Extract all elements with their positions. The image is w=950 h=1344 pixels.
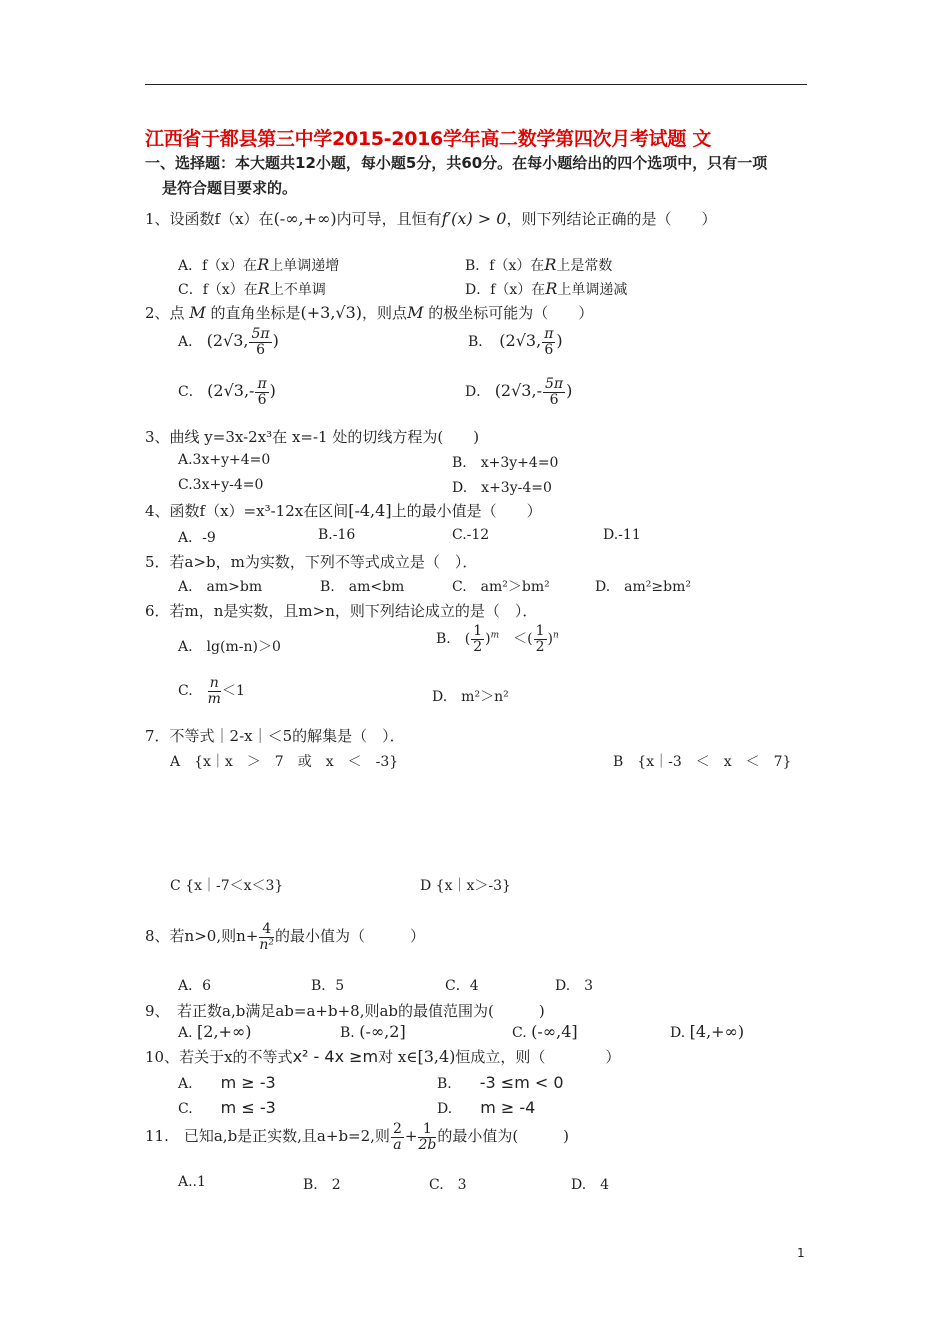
q2-option-a: A． (2√3, $\frac{5\pi}{6}$ ) <box>178 326 279 358</box>
q3-option-a: A.3x+y+4=0 <box>178 452 271 468</box>
q10-option-d: D. m ≥ -4 <box>437 1098 536 1117</box>
question-5: 5．若a>b，m为实数，下列不等式成立是（ ）． <box>145 553 478 571</box>
q11-option-a: A..1 <box>178 1174 206 1190</box>
question-3: 3、曲线 y=3x-2x³在 x=-1 处的切线方程为( ) <box>145 428 480 446</box>
q1-option-b: B．f（x）在R上是常数 <box>465 255 613 274</box>
question-6: 6．若m，n是实数，且m>n，则下列结论成立的是（ ）． <box>145 602 538 620</box>
q6-option-b: B. ( $\frac{1}{2}$ )$^m$ ＜( $\frac{1}{2}$ )$^n$ <box>436 623 559 655</box>
page-number: 1 <box>797 1246 805 1260</box>
q10-option-c: C. m ≤ -3 <box>178 1098 276 1117</box>
q9-option-b: B. (-∞,2] <box>340 1022 406 1041</box>
question-2: 2、点 M 的直角坐标是(+3,√3)，则点M 的极坐标可能为（ ） <box>145 303 594 322</box>
q10-option-a: A. m ≥ -3 <box>178 1073 276 1092</box>
q3-option-b: B. x+3y+4=0 <box>452 455 559 471</box>
q2-option-c: C． (2√3,- $\frac{\pi}{6}$ ) <box>178 376 276 408</box>
question-10: 10、若关于x的不等式x² - 4x ≥m对 x∈[3,4)恒成立，则（ ） <box>145 1047 621 1066</box>
q3-option-c: C.3x+y-4=0 <box>178 477 264 493</box>
q2-option-d: D． (2√3,- $\frac{5\pi}{6}$ ) <box>465 376 573 408</box>
q7-option-c: C {x｜-7＜x＜3} <box>170 878 284 894</box>
q4-option-a: A．-9 <box>178 530 216 546</box>
q9-option-a: A. [2,+∞) <box>178 1022 252 1041</box>
q7-option-a: A {x｜x ＞ 7 或 x ＜ -3} <box>170 754 399 770</box>
question-7: 7．不等式｜2-x｜＜5的解集是（ ）． <box>145 727 405 745</box>
q8-option-b: B．5 <box>311 978 345 994</box>
question-4: 4、函数f（x）=x³-12x在区间[-4,4]上的最小值是（ ） <box>145 501 542 520</box>
q11-option-c: C. 3 <box>429 1177 467 1193</box>
header-rule <box>145 84 807 85</box>
interval: (-∞,+∞) <box>273 209 337 228</box>
q3-option-d: D. x+3y-4=0 <box>452 480 552 496</box>
q6-option-d: D. m²＞n² <box>432 689 509 705</box>
q11-option-b: B. 2 <box>303 1177 341 1193</box>
q4-option-d: D.-11 <box>603 527 641 543</box>
q2-option-b: B． (2√3, $\frac{\pi}{6}$ ) <box>468 326 563 358</box>
q5-option-b: B. am<bm <box>320 579 405 595</box>
page-title: 江西省于都县第三中学2015-2016学年高二数学第四次月考试题 文 <box>145 128 712 150</box>
question-8: 8、若n>0,则n+ $\frac{4}{\text{n²}}$ 的最小值为（ ） <box>145 921 425 953</box>
q4-option-b: B.-16 <box>318 527 356 543</box>
q1-option-a: A．f（x）在R上单调递增 <box>178 255 340 274</box>
question-9: 9、 若正数a,b满足ab=a+b+8,则ab的最值范围为( ) <box>145 1002 545 1020</box>
q10-option-b: B. -3 ≤m < 0 <box>437 1073 564 1092</box>
q7-option-d: D {x｜x＞-3} <box>420 878 511 894</box>
derivative-condition: f′(x) > 0 <box>441 209 507 228</box>
q7-option-b: B {x｜-3 ＜ x ＜ 7} <box>613 754 792 770</box>
q9-option-c: C. (-∞,4] <box>512 1022 578 1041</box>
q9-option-d: D. [4,+∞) <box>670 1022 745 1041</box>
q1-option-d: D．f（x）在R上单调递减 <box>465 279 628 298</box>
q6-option-a: A. lg(m-n)＞0 <box>178 639 281 655</box>
section-heading-cont: 是符合题目要求的。 <box>162 179 298 197</box>
q5-option-d: D. am²≥bm² <box>595 579 691 595</box>
section-heading: 一、选择题：本大题共12小题，每小题5分，共60分。在每小题给出的四个选项中，只有一项 <box>145 154 768 172</box>
q5-option-a: A. am>bm <box>178 579 263 595</box>
q6-option-c: C. $\frac{n}{m}$ ＜1 <box>178 675 245 707</box>
q8-option-d: D. 3 <box>555 978 594 994</box>
q8-option-c: C．4 <box>445 978 479 994</box>
q5-option-c: C. am²＞bm² <box>452 579 550 595</box>
q11-option-d: D. 4 <box>571 1177 610 1193</box>
question-11: 11. 已知a,b是正实数,且a+b=2,则 $\frac{2}{a}$ + $\frac{1}{2b}$ 的最小值为( ) <box>145 1121 570 1153</box>
question-1: 1、设函数f（x）在(-∞,+∞)内可导，且恒有f′(x) > 0，则下列结论正确的是（ ） <box>145 209 717 228</box>
q4-option-c: C.-12 <box>452 527 490 543</box>
q8-option-a: A．6 <box>178 978 212 994</box>
q1-option-c: C．f（x）在R上不单调 <box>178 279 326 298</box>
